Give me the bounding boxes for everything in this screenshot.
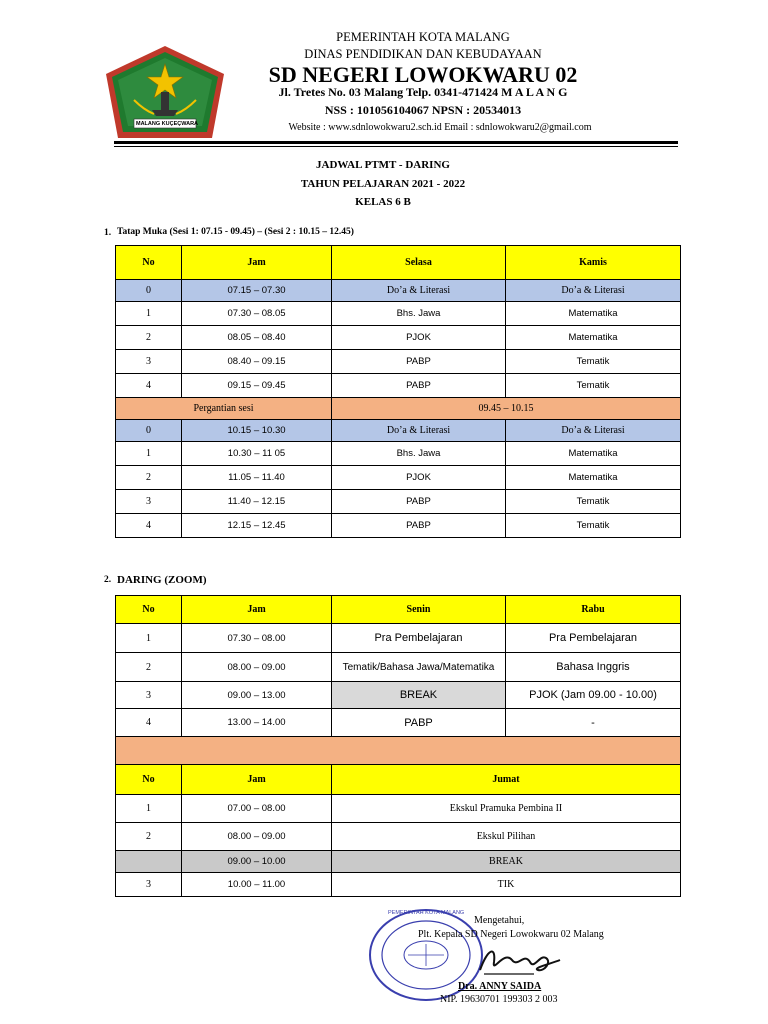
- doc-year: TAHUN PELAJARAN 2021 - 2022: [300, 178, 466, 190]
- cell-no: 4: [116, 514, 182, 538]
- cell-jam: 08.40 – 09.15: [182, 350, 332, 374]
- cell-no: 3: [116, 490, 182, 514]
- col-header-jam: Jam: [182, 596, 332, 624]
- section2-number: 2.: [104, 575, 112, 585]
- cell-no: 2: [116, 823, 182, 851]
- cell-jam: 09.00 – 13.00: [182, 682, 332, 709]
- cell-selasa: Bhs. Jawa: [332, 442, 506, 466]
- cell-no: 4: [116, 374, 182, 398]
- handwritten-signature: [474, 940, 564, 980]
- cell-jam: 07.30 – 08.00: [182, 624, 332, 653]
- table-row: [116, 302, 681, 326]
- cell-no: [116, 851, 182, 873]
- cell-no: 3: [116, 682, 182, 709]
- cell-selasa: Do’a & Literasi: [332, 420, 506, 442]
- cell-jam: 08.05 – 08.40: [182, 326, 332, 350]
- col-header-no: No: [116, 765, 182, 795]
- cell-no: 1: [116, 795, 182, 823]
- cell-kamis: Matematika: [506, 326, 681, 350]
- header-rule-thin: [114, 146, 678, 147]
- col-header-no: No: [116, 246, 182, 280]
- cell-selasa: Bhs. Jawa: [332, 302, 506, 326]
- table-row: [116, 442, 681, 466]
- section1-title: Tatap Muka (Sesi 1: 07.15 - 09.45) – (Sesi 2 : 10.15 – 12.45): [117, 227, 354, 237]
- cell-selasa: PABP: [332, 490, 506, 514]
- cell-jumat: Ekskul Pilihan: [332, 823, 681, 851]
- school-logo: [104, 44, 226, 140]
- break-row: [116, 851, 681, 873]
- cell-selasa: PJOK: [332, 326, 506, 350]
- col-header-kamis: Kamis: [506, 246, 681, 280]
- header-ids: NSS : 101056104067 NPSN : 20534013: [324, 103, 522, 117]
- cell-jam: 07.30 – 08.05: [182, 302, 332, 326]
- cell-jumat: TIK: [332, 873, 681, 897]
- cell-kamis: Matematika: [506, 442, 681, 466]
- cell-jam: 07.00 – 08.00: [182, 795, 332, 823]
- table-row: [116, 420, 681, 442]
- header-contact: Website : www.sdnlowokwaru2.sch.id Email : sdnlowokwaru2@gmail.com: [288, 122, 592, 133]
- table-row: [116, 653, 681, 682]
- col-header-rabu: Rabu: [506, 596, 681, 624]
- table-row: [116, 682, 681, 709]
- cell-rabu: -: [506, 709, 681, 737]
- table-daring: [115, 595, 681, 897]
- session-change-label: Pergantian sesi: [116, 398, 332, 420]
- separator-cell: [116, 737, 681, 765]
- table-row: [116, 873, 681, 897]
- cell-selasa: PABP: [332, 350, 506, 374]
- header-government: PEMERINTAH KOTA MALANG: [336, 30, 510, 44]
- cell-selasa: PABP: [332, 374, 506, 398]
- cell-jam: 09.15 – 09.45: [182, 374, 332, 398]
- cell-kamis: Do’a & Literasi: [506, 280, 681, 302]
- col-header-jam: Jam: [182, 765, 332, 795]
- table-row: [116, 823, 681, 851]
- table-row: [116, 490, 681, 514]
- table-header-row-jumat: [116, 765, 681, 795]
- cell-kamis: Tematik: [506, 514, 681, 538]
- cell-jumat: Ekskul Pramuka Pembina II: [332, 795, 681, 823]
- section2-title: DARING (ZOOM): [117, 574, 207, 586]
- cell-no: 2: [116, 653, 182, 682]
- cell-kamis: Matematika: [506, 466, 681, 490]
- cell-senin: Tematik/Bahasa Jawa/Matematika: [332, 653, 506, 682]
- cell-no: 0: [116, 420, 182, 442]
- cell-no: 2: [116, 326, 182, 350]
- table-row: [116, 624, 681, 653]
- cell-selasa: Do’a & Literasi: [332, 280, 506, 302]
- cell-no: 4: [116, 709, 182, 737]
- col-header-senin: Senin: [332, 596, 506, 624]
- header-school-name: SD NEGERI LOWOKWARU 02: [268, 62, 578, 87]
- table-row: [116, 795, 681, 823]
- cell-senin-break: BREAK: [332, 682, 506, 709]
- session-change-time: 09.45 – 10.15: [332, 398, 681, 420]
- cell-jam: 10.00 – 11.00: [182, 873, 332, 897]
- cell-jam: 11.40 – 12.15: [182, 490, 332, 514]
- cell-jam: 08.00 – 09.00: [182, 653, 332, 682]
- cell-kamis: Matematika: [506, 302, 681, 326]
- table-row: [116, 466, 681, 490]
- logo-caption: MALANG KUÇEÇWARA: [136, 121, 199, 127]
- cell-kamis: Tematik: [506, 374, 681, 398]
- signature-nip: NIP. 19630701 199303 2 003: [440, 994, 558, 1005]
- col-header-jam: Jam: [182, 246, 332, 280]
- cell-no: 1: [116, 442, 182, 466]
- table-row: [116, 350, 681, 374]
- cell-no: 2: [116, 466, 182, 490]
- cell-rabu: Pra Pembelajaran: [506, 624, 681, 653]
- doc-class: KELAS 6 B: [355, 196, 411, 208]
- table-row: [116, 514, 681, 538]
- header-address: Jl. Tretes No. 03 Malang Telp. 0341-471424 M A L A N G: [278, 85, 568, 99]
- session-change-row: [116, 398, 681, 420]
- doc-title: JADWAL PTMT - DARING: [316, 159, 450, 171]
- cell-selasa: PABP: [332, 514, 506, 538]
- signature-title: Plt. Kepala SD Negeri Lowokwaru 02 Malang: [418, 929, 604, 940]
- cell-jam: 09.00 – 10.00: [182, 851, 332, 873]
- stamp-text: PEMERINTAH KOTA MALANG: [388, 910, 465, 916]
- table-row: [116, 280, 681, 302]
- cell-jam: 10.15 – 10.30: [182, 420, 332, 442]
- cell-kamis: Tematik: [506, 490, 681, 514]
- cell-no: 3: [116, 873, 182, 897]
- cell-kamis: Do’a & Literasi: [506, 420, 681, 442]
- separator-row: [116, 737, 681, 765]
- cell-no: 1: [116, 624, 182, 653]
- table-header-row: [116, 246, 681, 280]
- cell-jam: 07.15 – 07.30: [182, 280, 332, 302]
- cell-no: 3: [116, 350, 182, 374]
- table-header-row: [116, 596, 681, 624]
- cell-jam: 08.00 – 09.00: [182, 823, 332, 851]
- header-department: DINAS PENDIDIKAN DAN KEBUDAYAAN: [304, 47, 542, 61]
- cell-senin: Pra Pembelajaran: [332, 624, 506, 653]
- col-header-selasa: Selasa: [332, 246, 506, 280]
- col-header-no: No: [116, 596, 182, 624]
- table-tatap-muka: [115, 245, 681, 538]
- col-header-jumat: Jumat: [332, 765, 681, 795]
- section1-number: 1.: [104, 228, 112, 238]
- cell-no: 0: [116, 280, 182, 302]
- signature-name: Dra. ANNY SAIDA: [458, 981, 542, 992]
- cell-senin: PABP: [332, 709, 506, 737]
- signature-acknowledged: Mengetahui,: [474, 915, 525, 926]
- cell-jam: 10.30 – 11 05: [182, 442, 332, 466]
- cell-jam: 11.05 – 11.40: [182, 466, 332, 490]
- table-row: [116, 326, 681, 350]
- cell-rabu: PJOK (Jam 09.00 - 10.00): [506, 682, 681, 709]
- cell-no: 1: [116, 302, 182, 326]
- cell-jam: 12.15 – 12.45: [182, 514, 332, 538]
- table-row: [116, 374, 681, 398]
- cell-selasa: PJOK: [332, 466, 506, 490]
- cell-rabu: Bahasa Inggris: [506, 653, 681, 682]
- table-row: [116, 709, 681, 737]
- cell-jam: 13.00 – 14.00: [182, 709, 332, 737]
- header-rule-thick: [114, 141, 678, 144]
- cell-jumat-break: BREAK: [332, 851, 681, 873]
- cell-kamis: Tematik: [506, 350, 681, 374]
